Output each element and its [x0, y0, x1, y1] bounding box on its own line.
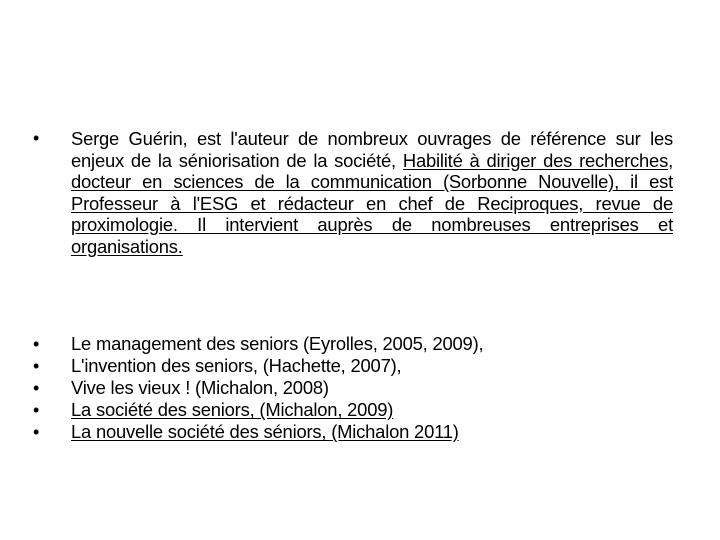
book-title: L'invention des seniors, (Hachette, 2007), — [71, 355, 402, 376]
bio-plain-text: Serge Guérin, est l'auteur de nombreux ouvrages de référence sur les enjeux de la séniorisation de la société, — [71, 128, 673, 171]
book-item — [33, 421, 673, 443]
book-list — [33, 333, 673, 443]
bullet-dot: • — [33, 422, 40, 442]
book-item — [33, 333, 673, 355]
bullet-dot: • — [33, 400, 40, 420]
book-title-underlined: La société des seniors, (Michalon, 2009) — [71, 399, 394, 420]
book-item — [33, 377, 673, 399]
bullet-dot: • — [33, 128, 40, 148]
book-title: Vive les vieux ! (Michalon, 2008) — [71, 377, 329, 398]
book-item — [33, 355, 673, 377]
bio-bullet-row — [33, 128, 673, 257]
bullet-dot: • — [33, 356, 40, 376]
bullet-dot: • — [33, 334, 40, 354]
bio-paragraph — [33, 128, 673, 257]
book-title: Le management des seniors (Eyrolles, 2005, 2009), — [71, 333, 484, 354]
bio-text — [71, 128, 673, 257]
book-title-underlined: La nouvelle société des séniors, (Michalon 2011) — [71, 421, 459, 442]
book-item — [33, 399, 673, 421]
bullet-dot: • — [33, 378, 40, 398]
bio-underlined-text: Habilité à diriger des recherches, docteur en sciences de la communication (Sorbonne Nouvelle), il est Professeur à l'ESG et rédacteur en chef de Reciproques, revue de proximologie. Il intervient auprès de nombreuses entreprises et organisations. — [71, 149, 673, 257]
